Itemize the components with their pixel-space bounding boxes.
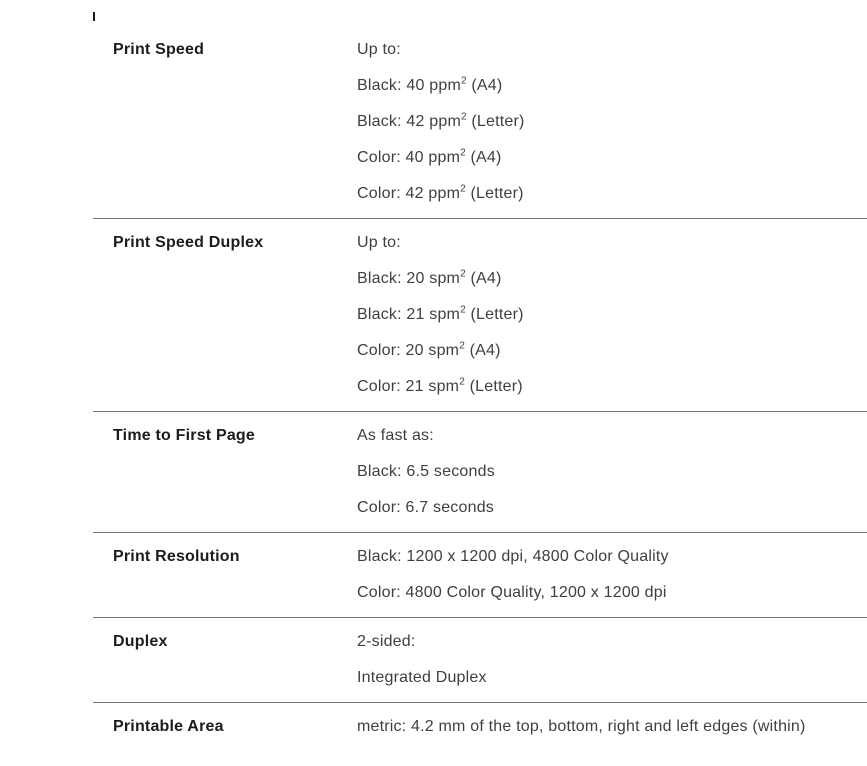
value-text-segment: Black: 1200 x 1200 dpi, 4800 Color Quality — [357, 548, 669, 565]
value-text-segment: (A4) — [465, 270, 502, 287]
value-text-segment: As fast as: — [357, 427, 434, 444]
spec-values — [357, 539, 867, 611]
value-text-segment: Up to: — [357, 234, 401, 251]
spec-value-line — [357, 333, 867, 369]
footnote-superscript: 2 — [460, 111, 467, 123]
spec-value-line — [357, 624, 867, 660]
spec-value-line — [357, 104, 867, 140]
spec-value-line — [357, 490, 867, 526]
value-text-segment: 2-sided: — [357, 633, 416, 650]
value-text-segment: (A4) — [466, 77, 503, 94]
spec-table — [93, 26, 867, 751]
spec-label: Print Resolution — [113, 548, 240, 565]
footnote-superscript: 2 — [460, 304, 466, 316]
spec-row-1 — [93, 218, 867, 411]
value-text-segment: Color: 40 ppm — [357, 149, 461, 166]
spec-value-line — [357, 297, 867, 333]
value-text-segment: Black: 21 spm — [357, 306, 461, 323]
spec-value-line — [357, 140, 867, 176]
footnote-superscript: 2 — [460, 183, 466, 195]
spec-label: Time to First Page — [113, 427, 256, 444]
value-text-segment: Color: 42 ppm — [357, 185, 461, 202]
spec-value-line — [357, 68, 867, 104]
spec-value-line — [357, 454, 867, 490]
spec-value-line — [357, 539, 867, 575]
spec-label: Print Speed Duplex — [113, 234, 264, 251]
value-text-segment: Integrated Duplex — [357, 669, 487, 686]
value-text-segment: Black: 40 ppm — [357, 77, 461, 94]
spec-value-line — [357, 32, 867, 68]
value-text-segment: (Letter) — [466, 113, 525, 130]
spec-value-line — [357, 176, 867, 212]
spec-value-line — [357, 369, 867, 405]
value-text-segment: Color: 4800 Color Quality, 1200 x 1200 dpi — [357, 584, 667, 601]
spec-values — [357, 624, 867, 696]
footnote-superscript: 2 — [460, 147, 466, 159]
spec-values — [357, 709, 867, 745]
spec-value-line — [357, 575, 867, 611]
value-text-segment: metric: 4.2 mm of the top, bottom, right and left edges (within) — [357, 718, 806, 735]
spec-row-2 — [93, 411, 867, 532]
spec-value-line — [357, 225, 867, 261]
value-text-segment: (A4) — [464, 342, 501, 359]
value-text-segment: Color: 20 spm — [357, 342, 460, 359]
footnote-superscript: 2 — [460, 75, 467, 87]
value-text-segment: Black: 6.5 seconds — [357, 463, 495, 480]
value-text-segment: Color: 6.7 seconds — [357, 499, 495, 516]
value-text-segment: (Letter) — [465, 185, 524, 202]
spec-row-3 — [93, 532, 867, 617]
value-text-segment: (Letter) — [465, 306, 524, 323]
spec-row-4 — [93, 617, 867, 702]
caret-mark — [93, 12, 95, 21]
spec-values — [357, 418, 867, 526]
value-text-segment: Black: 20 spm — [357, 270, 461, 287]
spec-label: Printable Area — [113, 718, 224, 735]
spec-label: Print Speed — [113, 41, 205, 58]
spec-label: Duplex — [113, 633, 168, 650]
value-text-segment: (Letter) — [464, 378, 523, 395]
footnote-superscript: 2 — [459, 340, 465, 352]
spec-values — [357, 225, 867, 405]
value-text-segment: Up to: — [357, 41, 401, 58]
value-text-segment: Black: 42 ppm — [357, 113, 461, 130]
spec-value-line — [357, 660, 867, 696]
footnote-superscript: 2 — [459, 376, 465, 388]
spec-value-line — [357, 418, 867, 454]
spec-value-line — [357, 709, 867, 745]
spec-row-0 — [93, 26, 867, 218]
value-text-segment: (A4) — [465, 149, 502, 166]
spec-values — [357, 32, 867, 212]
spec-value-line — [357, 261, 867, 297]
spec-row-5 — [93, 702, 867, 751]
value-text-segment: Color: 21 spm — [357, 378, 460, 395]
footnote-superscript: 2 — [460, 268, 466, 280]
